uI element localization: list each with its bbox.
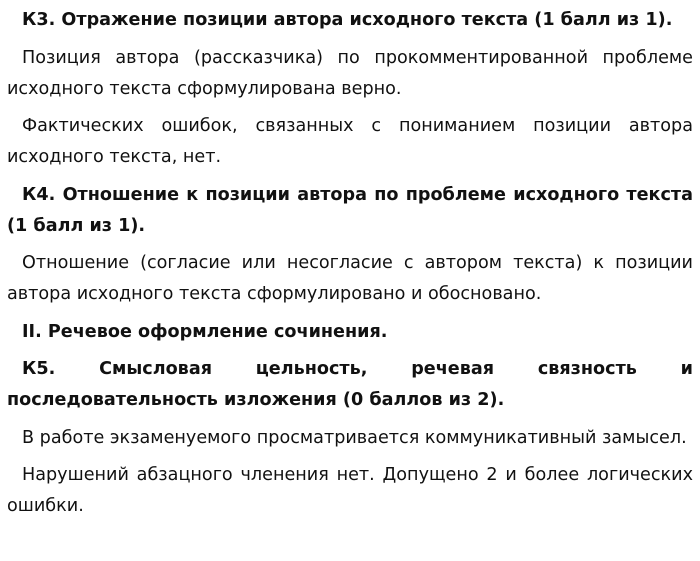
criterion-k5-heading: К5. Смысловая цельность, речевая связность и последовательность изложения (0 баллов из 2). — [7, 359, 693, 410]
criterion-k3-heading: К3. Отражение позиции автора исходного текста (1 балл из 1). — [22, 10, 673, 30]
k3-author-position-text: Позиция автора (рассказчика) по прокомментированной проблеме исходного текста сформулирована верно. — [7, 47, 693, 99]
section-ii-heading: II. Речевое оформление сочинения. — [22, 321, 388, 342]
k3-factual-errors-text: Фактических ошибок, связанных с пониманием позиции автора исходного текста, нет. — [7, 116, 693, 167]
k5-communicative-intent-text: В работе экзаменуемого просматривается коммуникативный замысел. — [22, 427, 687, 448]
criterion-k4-heading: К4. Отношение к позиции автора по проблеме исходного текста (1 балл из 1). — [7, 184, 693, 236]
k4-attitude-text: Отношение (согласие или несогласие с автором текста) к позиции автора исходного текста сформулировано и обосновано. — [7, 253, 693, 304]
k5-paragraphing-text: Нарушений абзацного членения нет. Допущено 2 и более логических ошибки. — [7, 465, 693, 516]
